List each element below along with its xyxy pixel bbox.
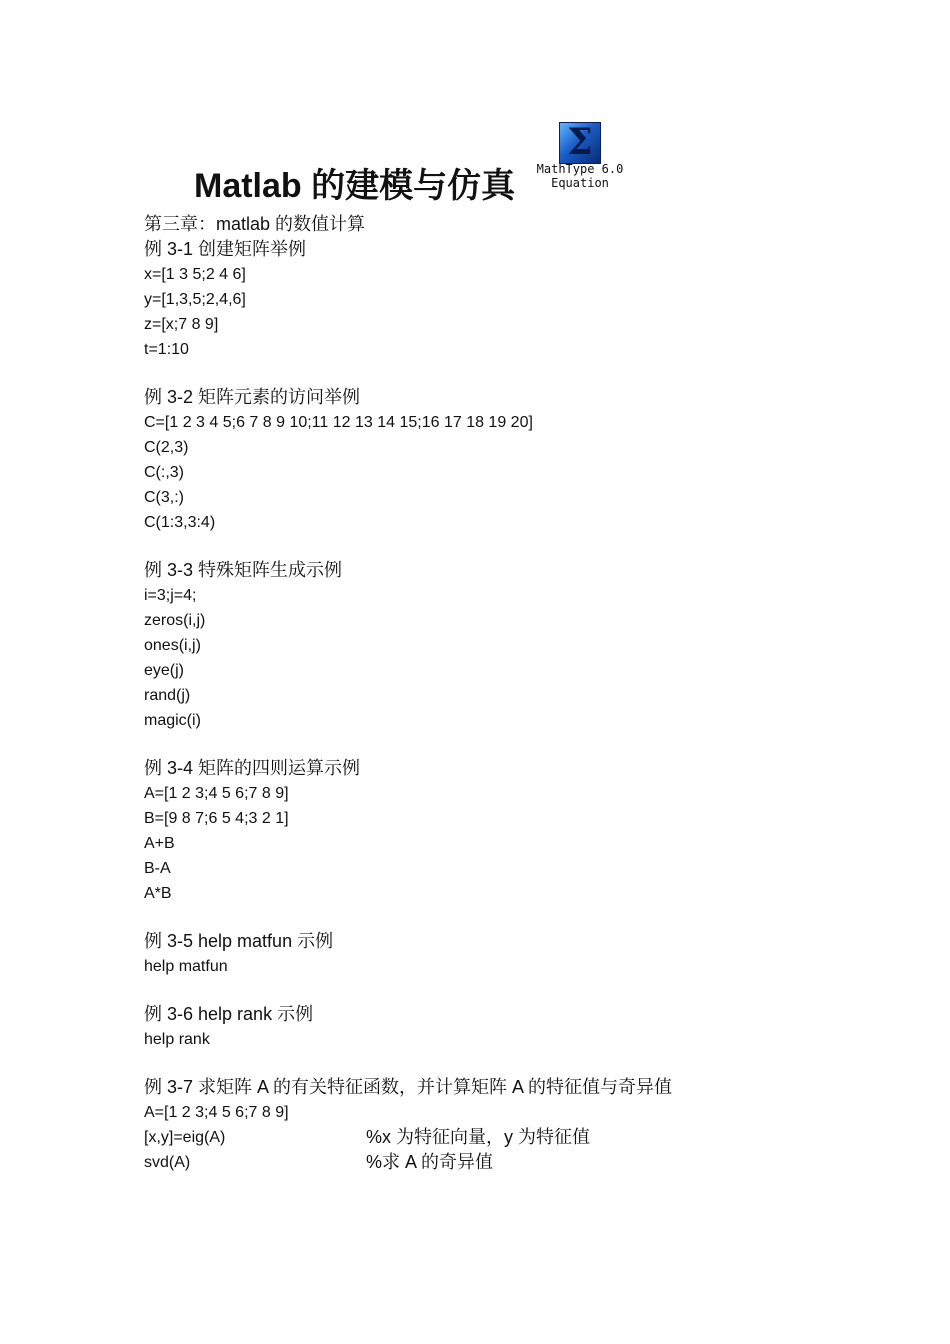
code-line: ones(i,j) — [144, 637, 201, 654]
code-line: C(3,:) — [144, 489, 184, 506]
code-line: help matfun — [144, 958, 228, 975]
code-line: B=[9 8 7;6 5 4;3 2 1] — [144, 810, 289, 827]
example-heading: 例 3-5 help matfun 示例 — [144, 931, 334, 951]
example-heading: 例 3-1 创建矩阵举例 — [144, 239, 307, 259]
code-line: C=[1 2 3 4 5;6 7 8 9 10;11 12 13 14 15;16 17 18 19 20] — [144, 414, 533, 431]
example-heading: 例 3-4 矩阵的四则运算示例 — [144, 758, 361, 778]
code-line: zeros(i,j) — [144, 612, 206, 629]
code-text: svd(A) — [144, 1154, 191, 1171]
code-line: C(1:3,3:4) — [144, 514, 216, 531]
code-line: A+B — [144, 835, 175, 852]
code-text: [x,y]=eig(A) — [144, 1129, 226, 1146]
sigma-glyph: Σ — [567, 121, 593, 163]
chapter-heading: 第三章：matlab 的数值计算 — [144, 214, 366, 234]
code-row-with-comment — [144, 1150, 884, 1175]
sigma-icon — [559, 122, 601, 164]
code-line: y=[1,3,5;2,4,6] — [144, 291, 246, 308]
logo-caption-line2: Equation — [551, 176, 609, 190]
code-line: eye(j) — [144, 662, 185, 679]
code-line: t=1:10 — [144, 341, 189, 358]
example-heading: 例 3-7 求矩阵 A 的有关特征函数，并计算矩阵 A 的特征值与奇异值 — [144, 1077, 673, 1097]
code-line: z=[x;7 8 9] — [144, 316, 219, 333]
code-line: A=[1 2 3;4 5 6;7 8 9] — [144, 1104, 289, 1121]
code-row-with-comment — [144, 1125, 884, 1150]
example-heading: 例 3-2 矩阵元素的访问举例 — [144, 387, 361, 407]
code-line: A*B — [144, 885, 172, 902]
code-line: C(2,3) — [144, 439, 189, 456]
code-line: i=3;j=4; — [144, 587, 197, 604]
code-line: help rank — [144, 1031, 210, 1048]
code-line: A=[1 2 3;4 5 6;7 8 9] — [144, 785, 289, 802]
example-heading: 例 3-3 特殊矩阵生成示例 — [144, 560, 343, 580]
code-line: magic(i) — [144, 712, 201, 729]
code-line: B-A — [144, 860, 171, 877]
code-line: x=[1 3 5;2 4 6] — [144, 266, 246, 283]
code-line: C(:,3) — [144, 464, 184, 481]
example-heading: 例 3-6 help rank 示例 — [144, 1004, 314, 1024]
code-comment: %求 A 的奇异值 — [366, 1152, 494, 1172]
code-line: rand(j) — [144, 687, 191, 704]
logo-caption-line1: MathType 6.0 — [536, 162, 624, 176]
mathtype-equation-object — [532, 120, 628, 196]
document-title: Matlab 的建模与仿真 — [194, 167, 516, 205]
document-body — [144, 212, 884, 1175]
code-comment: %x 为特征向量，y 为特征值 — [366, 1127, 591, 1147]
